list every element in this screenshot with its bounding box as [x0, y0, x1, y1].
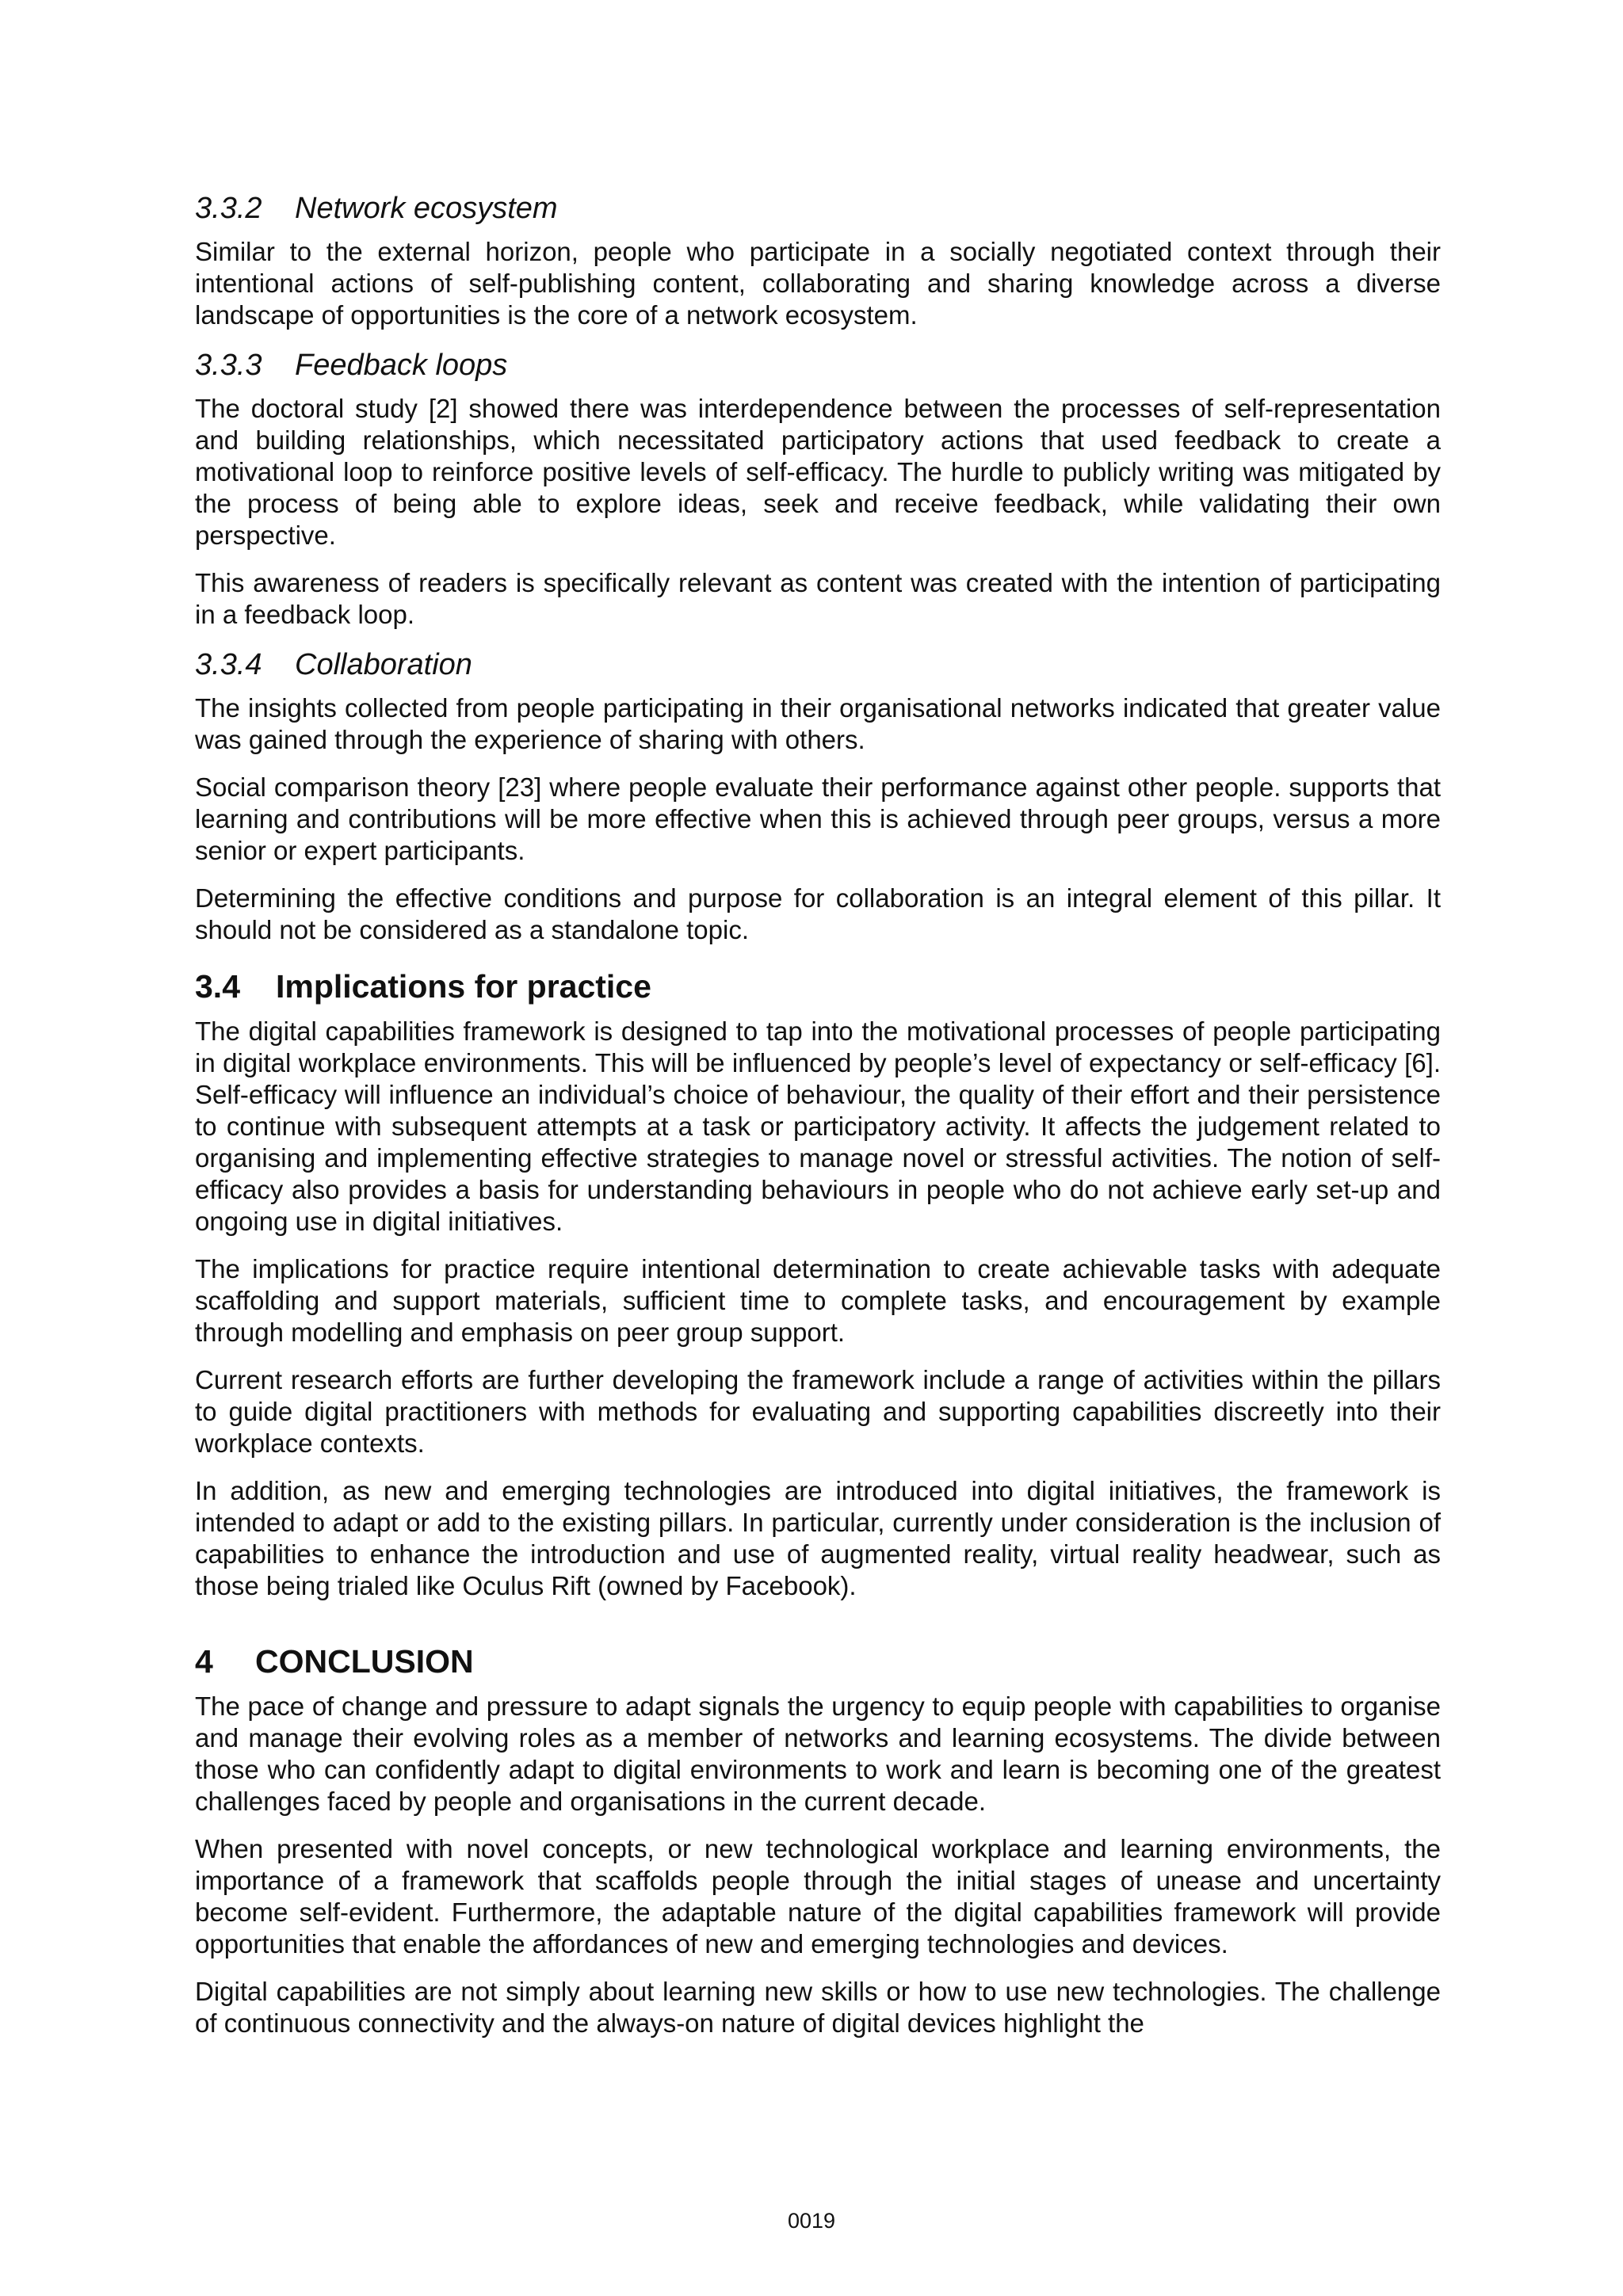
page-body: [195, 190, 1441, 2055]
section-heading: [195, 347, 1441, 383]
section-heading: [195, 967, 1441, 1006]
section-title: Collaboration: [295, 648, 472, 681]
section-implications-for-practice: [195, 967, 1441, 1602]
paragraph: The implications for practice require intentional determination to create achievable tasks with adequate scaffolding and support materials, sufficient time to complete tasks, and encouragement by example through modelling and emphasis on peer group support.: [195, 1254, 1441, 1347]
paragraph: The insights collected from people participating in their organisational networks indicated that greater value was gained through the experience of sharing with others.: [195, 693, 1441, 754]
section-heading: [195, 646, 1441, 683]
paragraph: Determining the effective conditions and purpose for collaboration is an integral element of this pillar. It should not be considered as a standalone topic.: [195, 883, 1441, 944]
section-number: 3.3.3: [195, 349, 262, 382]
paragraph: The pace of change and pressure to adapt signals the urgency to equip people with capabilities to organise and manage their evolving roles as a member of networks and learning ecosystems. The divide between those who can confidently adapt to digital environments to work and learn is becoming one of the greatest challenges faced by people and organisations in the current decade.: [195, 1691, 1441, 1816]
paragraph: This awareness of readers is specifically relevant as content was created with the intention of participating in a feedback loop.: [195, 568, 1441, 629]
section-collaboration: [195, 646, 1441, 946]
paragraph: Current research efforts are further developing the framework include a range of activities within the pillars to guide digital practitioners with methods for evaluating and supporting capabilities discreetly into their workplace contexts.: [195, 1365, 1441, 1458]
section-title: CONCLUSION: [255, 1643, 474, 1680]
section-number: 3.3.2: [195, 192, 262, 225]
paragraph: In addition, as new and emerging technologies are introduced into digital initiatives, the framework is intended to adapt or add to the existing pillars. In particular, currently under consideration is the inclusion of capabilities to enhance the introduction and use of augmented reality, virtual reality headwear, such as those being trialed like Oculus Rift (owned by Facebook).: [195, 1476, 1441, 1600]
paragraph: The doctoral study [2] showed there was interdependence between the processes of self-representation and building relationships, which necessitated participatory actions that used feedback to create a motivational loop to reinforce positive levels of self-efficacy. The hurdle to publicly writing was mitigated by the process of being able to explore ideas, seek and receive feedback, while validating their own perspective.: [195, 394, 1441, 550]
section-heading: [195, 190, 1441, 227]
section-title: Feedback loops: [295, 349, 508, 382]
paragraph: The digital capabilities framework is designed to tap into the motivational processes of people participating in digital workplace environments. This will be influenced by people’s level of expectancy or self-efficacy [6]. Self-efficacy will influence an individual’s choice of behaviour, the quality of their effort and their persistence to continue with subsequent attempts at a task or participatory activity. It affects the judgement related to organising and implementing effective strategies to manage novel or stressful activities. The notion of self-efficacy also provides a basis for understanding behaviours in people who do not achieve early set-up and ongoing use in digital initiatives.: [195, 1016, 1441, 1236]
section-title: Network ecosystem: [295, 192, 558, 225]
section-network-ecosystem: [195, 190, 1441, 331]
paragraph: Social comparison theory [23] where people evaluate their performance against other people. supports that learning and contributions will be more effective when this is achieved through peer groups, versus a more senior or expert participants.: [195, 772, 1441, 865]
paragraph: Similar to the external horizon, people who participate in a socially negotiated context through their intentional actions of self-publishing content, collaborating and sharing knowledge across a diverse landscape of opportunities is the core of a network ecosystem.: [195, 237, 1441, 330]
page-number: 0019: [787, 2209, 836, 2233]
section-feedback-loops: [195, 347, 1441, 631]
section-conclusion: [195, 1642, 1441, 2039]
section-number: 3.4: [195, 968, 240, 1005]
section-heading: [195, 1642, 1441, 1681]
paragraph: Digital capabilities are not simply about learning new skills or how to use new technologies. The challenge of continuous connectivity and the always-on nature of digital devices highlight the: [195, 1977, 1441, 2038]
paragraph: When presented with novel concepts, or new technological workplace and learning environments, the importance of a framework that scaffolds people through the initial stages of unease and uncertainty become self-evident. Furthermore, the adaptable nature of the digital capabilities framework will provide opportunities that enable the affordances of new and emerging technologies and devices.: [195, 1834, 1441, 1958]
section-number: 4: [195, 1643, 213, 1680]
section-number: 3.3.4: [195, 648, 262, 681]
section-title: Implications for practice: [276, 968, 651, 1005]
